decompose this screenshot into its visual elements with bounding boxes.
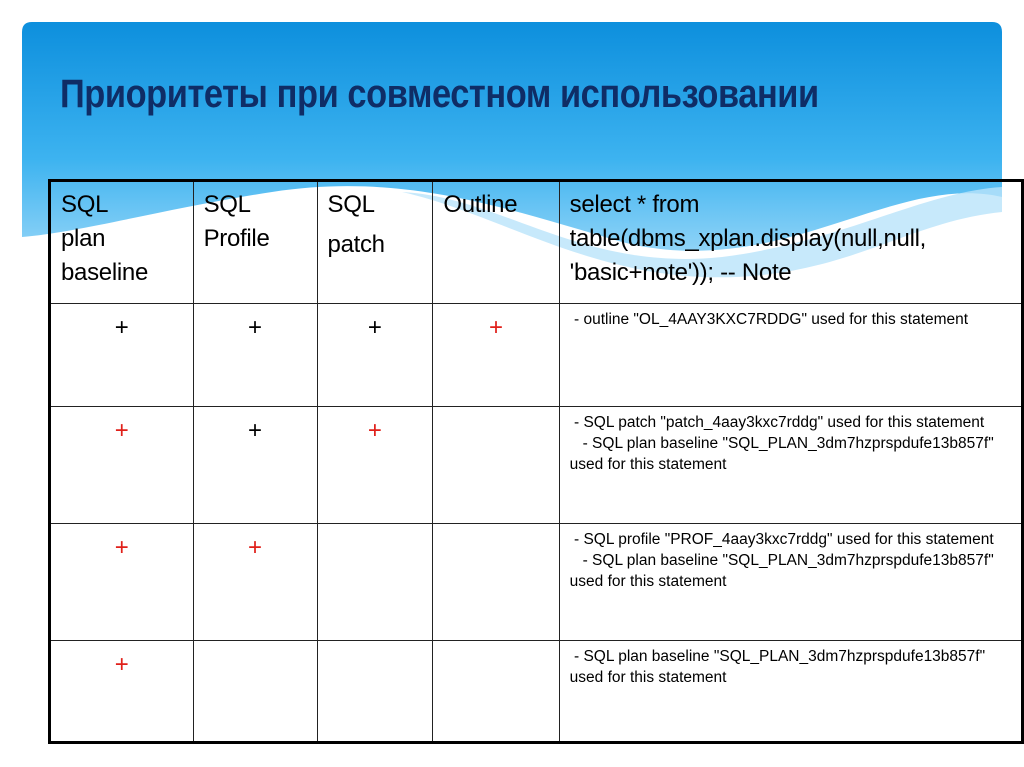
header-line: table(dbms_xplan.display(null,null, [569,225,927,252]
note-cell [559,641,1022,743]
header-sql-patch [317,181,433,304]
plus-mark: + [248,417,263,444]
table-header-row [50,181,1023,304]
table-row [50,524,1023,641]
note-line: - outline "OL_4AAY3KXC7RDDG" used for this statement [569,311,969,328]
mark-cell [50,524,194,641]
plus-mark: + [114,417,129,444]
priority-table [48,179,1024,744]
mark-cell [193,304,317,407]
mark-cell [433,524,559,641]
mark-cell [317,407,433,524]
note-line: - SQL plan baseline "SQL_PLAN_3dm7hzprspdufe13b857f" used for this statement [569,435,999,473]
mark-cell [433,407,559,524]
plus-mark: + [114,651,129,678]
header-line: SQL [203,191,251,218]
plus-mark: + [367,417,382,444]
header-sql-plan-baseline [50,181,194,304]
header-line: SQL [327,191,375,218]
mark-cell [50,641,194,743]
note-line: - SQL plan baseline "SQL_PLAN_3dm7hzprspdufe13b857f" used for this statement [569,552,999,590]
note-cell [559,304,1022,407]
mark-cell [193,407,317,524]
plus-mark: + [367,314,382,341]
header-line: select * from [569,191,700,218]
mark-cell [433,304,559,407]
slide-title: Приоритеты при совместном использовании [60,72,819,116]
plus-mark: + [248,534,263,561]
header-sql-profile [193,181,317,304]
mark-cell [433,641,559,743]
note-line: - SQL plan baseline "SQL_PLAN_3dm7hzprspdufe13b857f" used for this statement [569,648,990,686]
mark-cell [193,641,317,743]
mark-cell [317,304,433,407]
note-line: - SQL patch "patch_4aay3kxc7rddg" used for this statement [569,414,985,431]
table-row [50,304,1023,407]
table-row [50,407,1023,524]
header-line: plan [61,225,106,252]
note-cell [559,407,1022,524]
note-line: - SQL profile "PROF_4aay3kxc7rddg" used for this statement [569,531,994,548]
header-line: Profile [203,225,270,252]
header-line: patch [327,231,385,258]
plus-mark: + [114,534,129,561]
header-line: 'basic+note')); -- Note [569,259,792,286]
mark-cell [50,407,194,524]
header-note-query [559,181,1022,304]
header-line: baseline [61,259,149,286]
mark-cell [50,304,194,407]
mark-cell [317,641,433,743]
plus-mark: + [114,314,129,341]
plus-mark: + [248,314,263,341]
mark-cell [317,524,433,641]
header-outline [433,181,559,304]
header-line: SQL [61,191,109,218]
header-line: Outline [443,191,518,218]
mark-cell [193,524,317,641]
note-cell [559,524,1022,641]
plus-mark: + [488,314,503,341]
table-row [50,641,1023,743]
